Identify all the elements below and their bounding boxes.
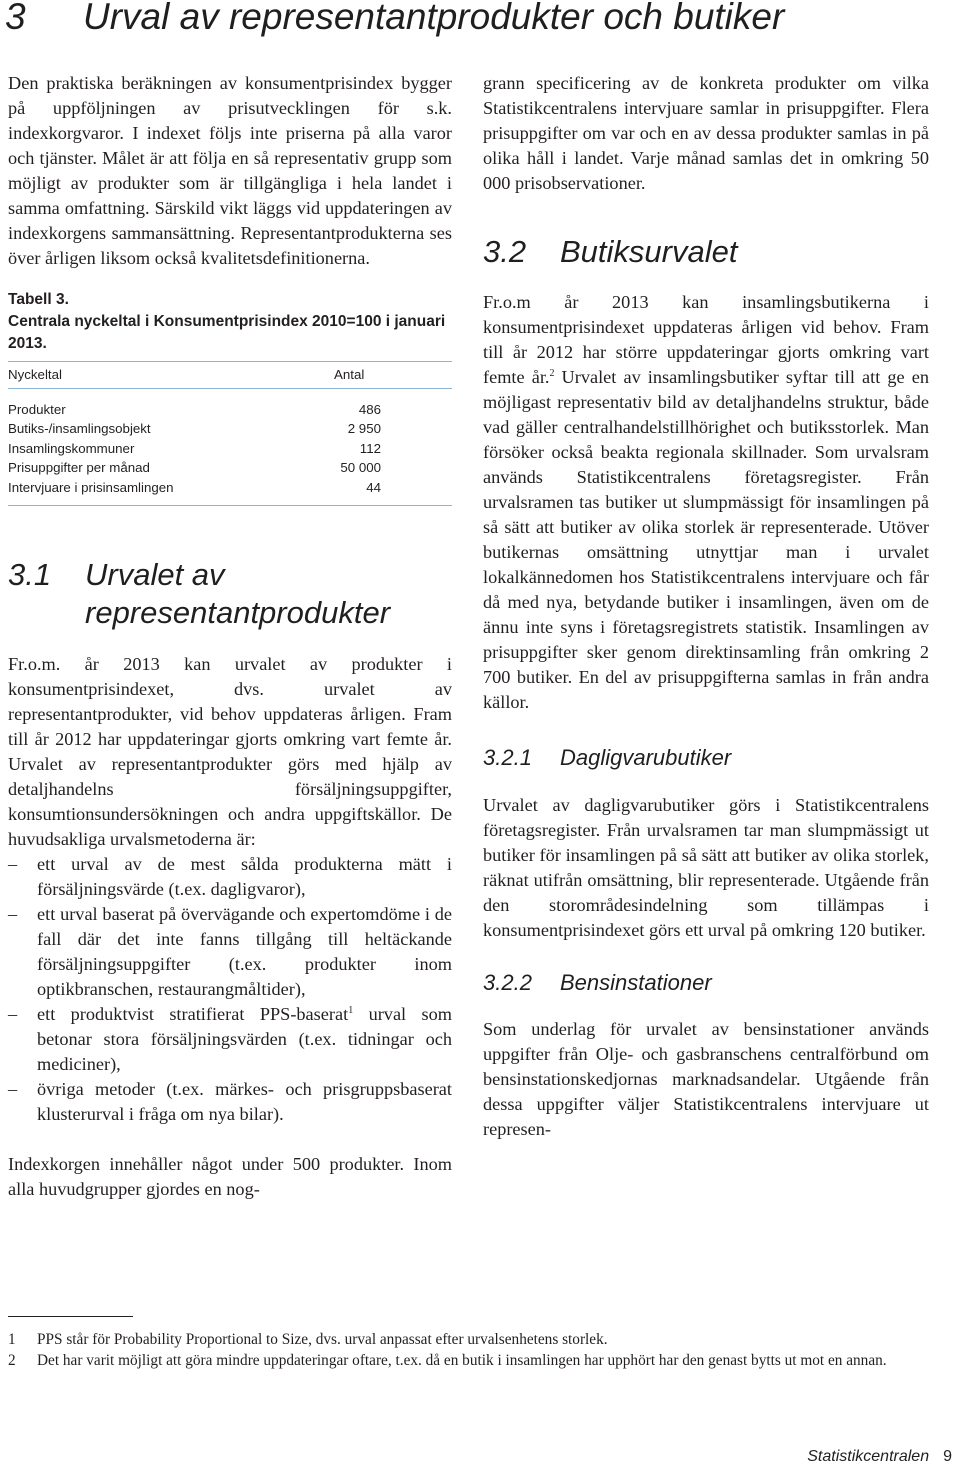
- row-label: Produkter: [8, 402, 66, 417]
- row-value: 50 000: [340, 460, 381, 476]
- row-label: Prisuppgifter per månad: [8, 460, 150, 476]
- section-title: Butiksurvalet: [560, 234, 738, 269]
- continuation-paragraph: grann specificering av de konkreta produkter om vilka Statistikcentralens intervjuare samlar in prisuppgifter. Flera prisuppgifter om var och en av dessa produkter samlas in på olika håll i landet. Varje månad samlas det in omkring 50 000 prisobservationer.: [483, 73, 929, 193]
- row-label: Butiks-/insamlingsobjekt: [8, 421, 151, 437]
- footnote-number: 1: [8, 1331, 16, 1348]
- column-header-nyckeltal: Nyckeltal: [8, 367, 62, 382]
- footnotes: [8, 1329, 908, 1371]
- chapter-number: 3: [5, 0, 26, 37]
- section-title-line1: Urvalet av: [85, 557, 225, 593]
- body-text-part: Fr.o.m år 2013 kan insamlingsbutikerna i konsumentprisindexet uppdateras årligen vid behov. Fram till år 2012 har större uppdateringar gjorts omkring vart femte år.: [483, 292, 929, 387]
- section-title: Bensinstationer: [560, 970, 712, 995]
- dash-marker: –: [8, 904, 18, 925]
- table-body: [8, 389, 452, 505]
- section-heading-3-2-1: [483, 744, 929, 772]
- list-item: [8, 1002, 452, 1077]
- left-column: [8, 71, 452, 1202]
- section-heading-3-1: [8, 556, 452, 632]
- footnote-divider: [8, 1316, 133, 1317]
- footnote-ref-2[interactable]: 2: [549, 368, 555, 379]
- footnote: [8, 1329, 908, 1350]
- row-value: 112: [359, 440, 381, 456]
- section-title: Dagligvarubutiker: [560, 745, 732, 770]
- row-label: Insamlingskommuner: [8, 440, 135, 456]
- dash-marker: –: [8, 1004, 18, 1025]
- chapter-title: [5, 0, 784, 38]
- list-item-text-part: ett produktvist stratifierat PPS-baserat: [37, 1004, 349, 1025]
- page-number: 9: [943, 1448, 952, 1465]
- footnote-text: Det har varit möjligt att göra mindre uppdateringar oftare, t.ex. då en butik i insamlingen har upphört har den genast bytts ut mot en annan.: [37, 1352, 887, 1369]
- table-caption-number: Tabell 3.: [8, 291, 69, 308]
- row-value: 486: [358, 402, 381, 417]
- list-item-text-part: urval som betonar stora försäljningsvärden (t.ex. tidningar och mediciner),: [37, 1004, 452, 1075]
- list-item-text: övriga metoder (t.ex. märkes- och prisgruppsbaserat klusterurval i fråga om nya bilar).: [37, 1079, 452, 1125]
- table-caption: [8, 289, 452, 355]
- page-footer: [807, 1448, 952, 1466]
- list-item: [8, 852, 452, 902]
- table-row: [8, 458, 452, 477]
- section-3-2-1-body: Urvalet av dagligvarubutiker görs i Statistikcentralens företagsregister. Från urvalsramen tar man slumpmässigt ut butiker för insamlingen på så sätt att butiker av olika storlek, räknat utifrån omsättning, blir representerade. Utgående från den storområdesindelning som tillämpas i konsumentprisindexet görs ett urval på omkring 120 butiker.: [483, 795, 929, 940]
- right-column: [483, 71, 929, 1142]
- footnote-ref-1[interactable]: 1: [348, 1005, 354, 1017]
- row-value: 44: [366, 479, 381, 495]
- section-number: 3.2.1: [483, 745, 532, 770]
- list-item-text: ett urval av de mest sålda produkterna mätt i försäljningsvärde (t.ex. dagligvaror),: [37, 854, 452, 900]
- table-header: [8, 362, 452, 389]
- table-row: [8, 478, 452, 497]
- list-item: [8, 902, 452, 1002]
- method-list: [8, 852, 452, 1127]
- section-heading-3-2-2: [483, 969, 929, 997]
- key-figures-table: [8, 361, 452, 506]
- list-item-text: ett urval baserat på övervägande och expertomdöme i de fall där det inte fanns tillgång till heltäckande försäljningsuppgifter (t.ex. produkter inom optikbranschen, restaurangmåltider),: [37, 904, 452, 1000]
- footnote: [8, 1350, 908, 1371]
- publisher-name: Statistikcentralen: [807, 1448, 930, 1465]
- section-number: 3.2: [483, 234, 527, 269]
- table-row: [8, 419, 452, 438]
- section-3-2-body: [483, 290, 929, 715]
- list-item-text: [37, 1002, 452, 1077]
- row-value: 2 950: [347, 421, 381, 437]
- table-row: [8, 400, 452, 419]
- intro-paragraph: Den praktiska beräkningen av konsumentprisindex bygger på uppföljningen av prisutvecklingen för s.k. indexkorgvaror. I indexet följs inte priserna på alla varor och tjänster. Målet är att följa en så representativ grupp som möjligt av produkter som är tillgängliga i hela landet i samma omfattning. Särskild vikt läggs vid uppdateringen av indexkorgens sammansättning. Representantprodukterna ses över årligen liksom också kvalitetsdefinitionerna.: [8, 73, 452, 268]
- list-item: [8, 1077, 452, 1127]
- section-3-2-2-body: Som underlag för urvalet av bensinstationer används uppgifter från Olje- och gasbranschens centralförbund om bensinstationskedjornas marknadsandelar. Utgående från dessa uppgifter väljer Statistikcentralens intervjuare ut represen-: [483, 1019, 929, 1139]
- footnote-text: PPS står för Probability Proportional to Size, dvs. urval anpassat efter urvalsenhetens storlek.: [37, 1331, 608, 1348]
- section-number: 3.1: [8, 557, 52, 593]
- row-label: Intervjuare i prisinsamlingen: [8, 479, 174, 495]
- footnote-number: 2: [8, 1352, 16, 1369]
- dash-marker: –: [8, 1079, 18, 1100]
- section-heading-3-2: [483, 233, 929, 271]
- chapter-title-text: Urval av representantprodukter och butiker: [83, 0, 785, 37]
- body-text-part: Urvalet av insamlingsbutiker syftar till att ge en möjligast representativ bild av detaljhandelns struktur, både vad gäller centralhandelstillhörighet och butiksstorlek. Man försöker också beakta regionala skillnader. Som urvalsram används Statistikcentralens företagsregister. Från urvalsramen tas butiker ut slumpmässigt för insamlingen på så sätt att butiker av olika storlek är representerade. Utöver butikernas omsättning utnyttjar man i urvalet lokalkännedomen hos Statistikcentralens intervjuare och får då med nya, betydande butiker i insamlingen, även om de ännu inte syns i företagsregistrets statistik. Insamlingen av prisuppgifter sker genom direktinsamling från omkring 2 700 butiker. En del av prisuppgifterna samlas in från andra källor.: [483, 367, 929, 712]
- column-header-antal: Antal: [334, 367, 365, 382]
- section-3-1-body: Fr.o.m. år 2013 kan urvalet av produkter i konsumentprisindexet, dvs. urvalet av representantprodukter, vid behov uppdateras årligen. Fram till år 2012 har uppdateringar gjorts omkring vart femte år. Urvalet av representantprodukter görs med hjälp av detaljhandelns försäljningsuppgifter, konsumtionsundersökningen och andra uppgiftskällor. De huvudsakliga urvalsmetoderna är:: [8, 654, 452, 850]
- table-row: [8, 439, 452, 458]
- section-number: 3.2.2: [483, 970, 532, 995]
- dash-marker: –: [8, 854, 18, 875]
- table-caption-title: Centrala nyckeltal i Konsumentprisindex 2010=100 i januari 2013.: [8, 313, 446, 352]
- section-title-line2: representantprodukter: [85, 595, 391, 631]
- closing-paragraph: Indexkorgen innehåller något under 500 produkter. Inom alla huvudgrupper gjordes en nog-: [8, 1154, 452, 1200]
